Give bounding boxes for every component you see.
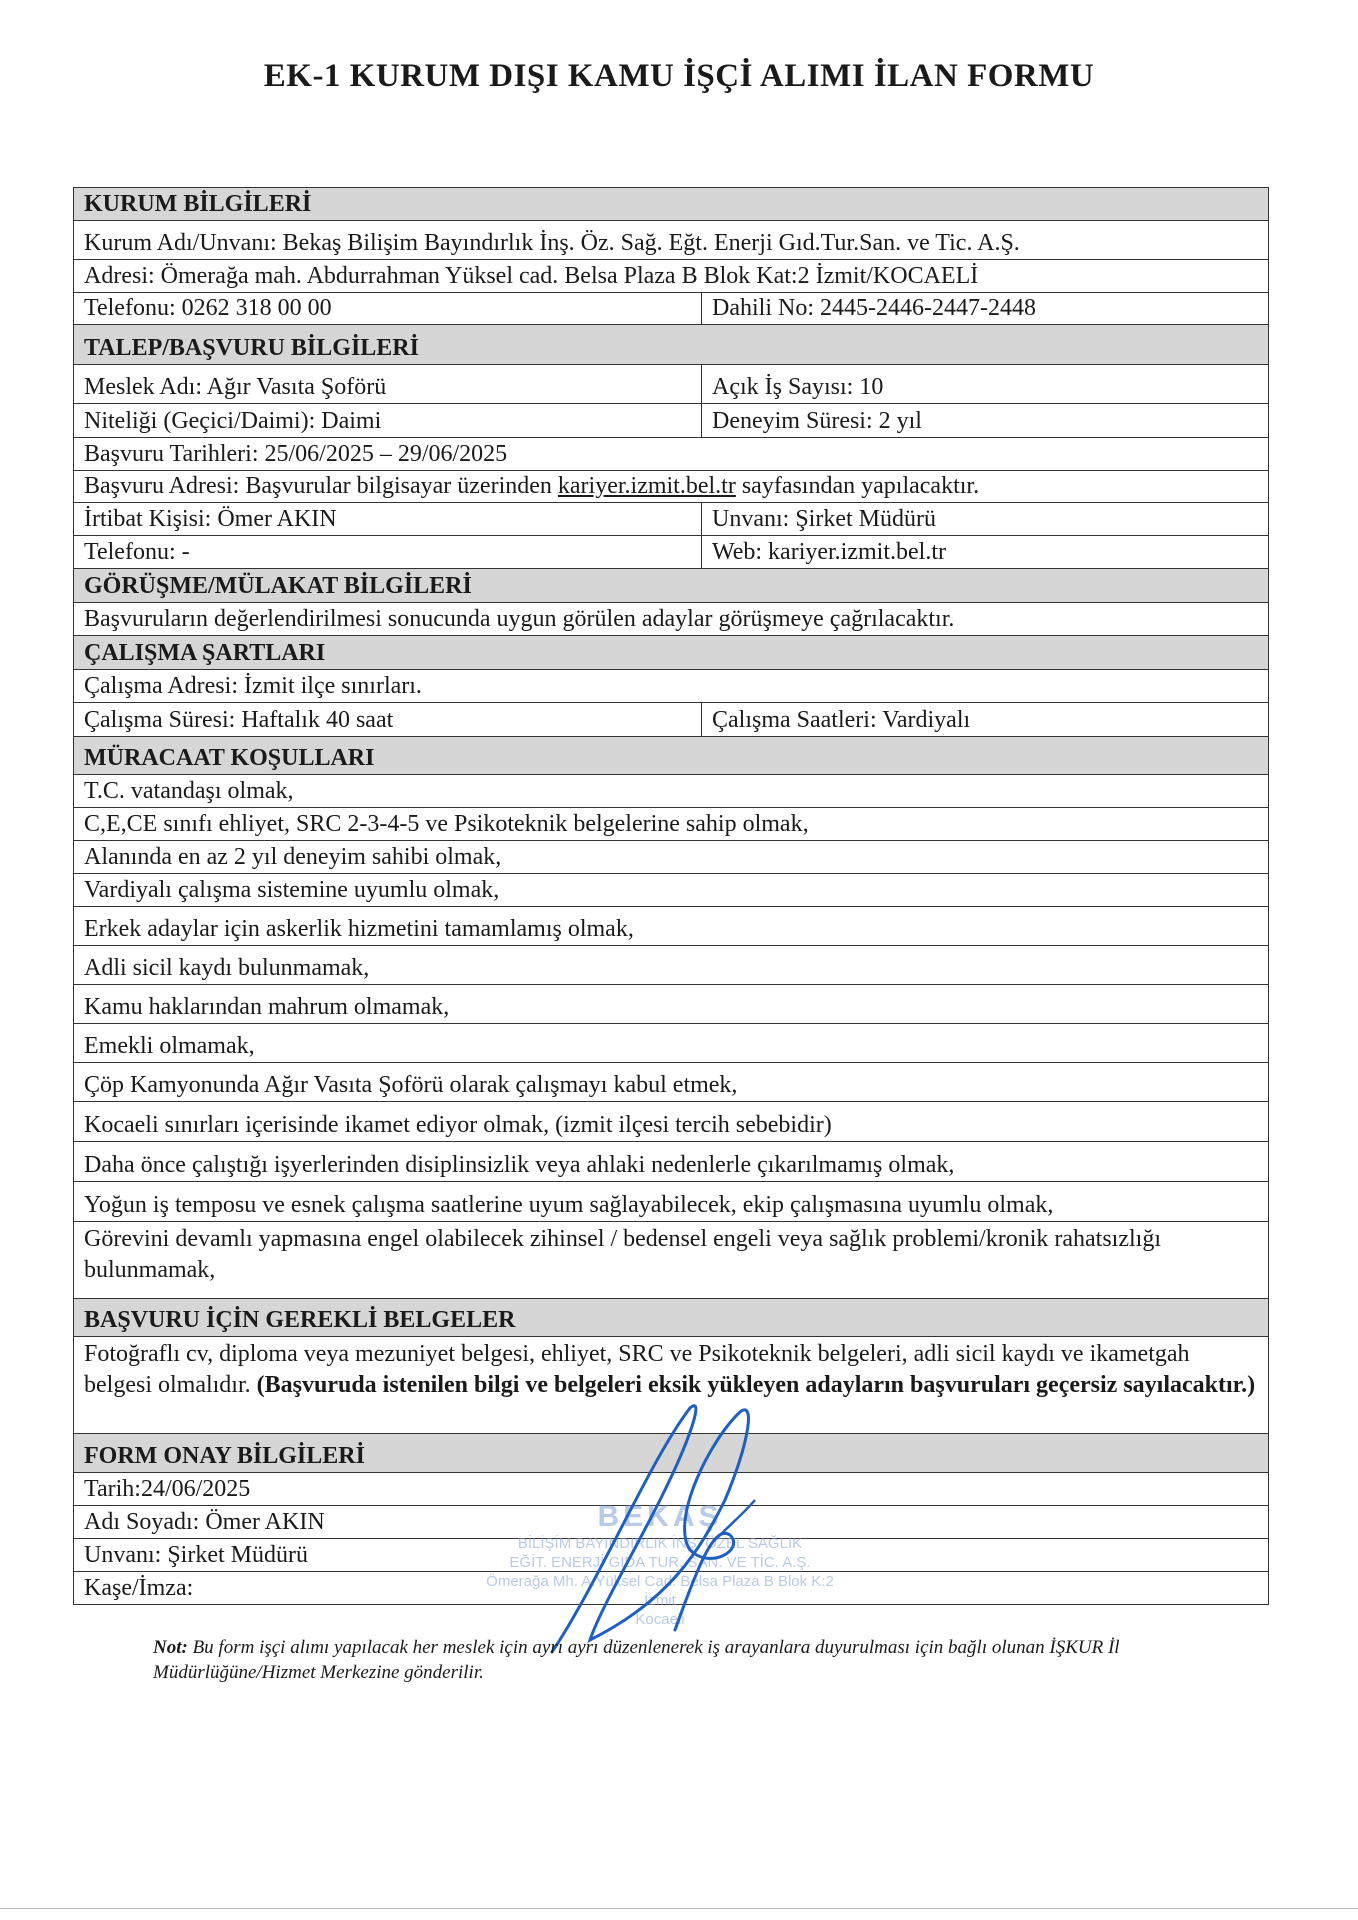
announcement-form-table	[73, 187, 1269, 1605]
stamp-logo: BEKAŞ	[597, 1500, 723, 1533]
section-title: GÖRÜŞME/MÜLAKAT BİLGİLERİ	[84, 573, 472, 599]
field-full: Başvuruların değerlendirilmesi sonucunda uygun görülen adaylar görüşmeye çağrılacaktır.	[84, 606, 955, 632]
field-left: Telefonu: 0262 318 00 00	[74, 293, 702, 324]
form-row	[74, 1142, 1268, 1182]
field-full: T.C. vatandaşı olmak,	[84, 778, 294, 804]
field-text-part: sayfasından yapılacaktır.	[735, 473, 980, 499]
form-row	[74, 808, 1268, 841]
page-title: EK-1 KURUM DIŞI KAMU İŞÇİ ALIMI İLAN FORMU	[263, 58, 1095, 94]
field-full: Adı Soyadı: Ömer AKIN	[84, 1509, 325, 1535]
field-right: Dahili No: 2445-2446-2447-2448	[712, 295, 1036, 321]
field-text-part: Başvuru Adresi: Başvurular bilgisayar üzerinden	[84, 473, 558, 499]
form-row	[74, 841, 1268, 874]
section-title: KURUM BİLGİLERİ	[84, 191, 312, 217]
field-right: Çalışma Saatleri: Vardiyalı	[712, 707, 971, 733]
form-row	[74, 703, 1268, 737]
form-row	[74, 1337, 1268, 1434]
form-row	[74, 221, 1268, 260]
form-row	[74, 1102, 1268, 1142]
form-row	[74, 260, 1268, 293]
field-full: Kamu haklarından mahrum olmamak,	[84, 994, 450, 1020]
field-left: Meslek Adı: Ağır Vasıta Şoförü	[74, 365, 702, 403]
field-left: Niteliği (Geçici/Daimi): Daimi	[74, 404, 702, 437]
field-full	[74, 471, 1268, 502]
form-row	[74, 365, 1268, 404]
field-full: Çöp Kamyonunda Ağır Vasıta Şoförü olarak çalışmayı kabul etmek,	[84, 1072, 738, 1098]
field-full: Vardiyalı çalışma sistemine uyumlu olmak,	[84, 877, 500, 903]
field-full: Başvuru Tarihleri: 25/06/2025 – 29/06/2025	[84, 441, 508, 467]
section-header	[74, 636, 1268, 670]
section-header	[74, 569, 1268, 603]
section-header	[74, 188, 1268, 221]
field-full: Unvanı: Şirket Müdürü	[84, 1542, 308, 1568]
section-title: FORM ONAY BİLGİLERİ	[84, 1443, 365, 1469]
note-label: Not:	[153, 1637, 188, 1658]
field-full: Yoğun iş temposu ve esnek çalışma saatlerine uyum sağlayabilecek, ekip çalışmasına uyumlu olmak,	[84, 1192, 1054, 1218]
form-row	[74, 1222, 1268, 1299]
form-row	[74, 907, 1268, 946]
field-left: İrtibat Kişisi: Ömer AKIN	[74, 503, 702, 535]
form-row	[74, 1063, 1268, 1102]
section-header	[74, 325, 1268, 365]
field-full: Tarih:24/06/2025	[84, 1476, 251, 1502]
field-full: C,E,CE sınıfı ehliyet, SRC 2-3-4-5 ve Psikoteknik belgelerine sahip olmak,	[84, 811, 809, 837]
field-full: Kaşe/İmza:	[84, 1575, 194, 1601]
field-left: Çalışma Süresi: Haftalık 40 saat	[74, 703, 702, 736]
warning-text: (Başvuruda istenilen bilgi ve belgeleri eksik yükleyen adayların başvuruları geçersiz sayılacaktır.)	[256, 1372, 1256, 1398]
field-full: Adresi: Ömerağa mah. Abdurrahman Yüksel cad. Belsa Plaza B Blok Kat:2 İzmit/KOCAELİ	[84, 263, 979, 289]
field-full: Erkek adaylar için askerlik hizmetini tamamlamış olmak,	[84, 916, 634, 942]
section-title: TALEP/BAŞVURU BİLGİLERİ	[84, 335, 419, 361]
field-full: Kurum Adı/Unvanı: Bekaş Bilişim Bayındırlık İnş. Öz. Sağ. Eğt. Enerji Gıd.Tur.San. ve Tic. A.Ş.	[84, 230, 1020, 256]
form-row	[74, 471, 1268, 503]
field-left: Telefonu: -	[74, 536, 702, 568]
form-row	[74, 1506, 1268, 1539]
field-full: Emekli olmamak,	[84, 1033, 255, 1059]
application-link[interactable]: kariyer.izmit.bel.tr	[557, 473, 736, 499]
form-row	[74, 670, 1268, 703]
section-title: BAŞVURU İÇİN GEREKLİ BELGELER	[84, 1307, 516, 1333]
form-row	[74, 1182, 1268, 1222]
field-right: Deneyim Süresi: 2 yıl	[712, 408, 922, 434]
form-row	[74, 603, 1268, 636]
form-row	[74, 1473, 1268, 1506]
field-right: Web: kariyer.izmit.bel.tr	[712, 539, 946, 565]
form-row	[74, 536, 1268, 569]
form-row	[74, 438, 1268, 471]
form-row	[74, 985, 1268, 1024]
section-header	[74, 737, 1268, 775]
form-row	[74, 404, 1268, 438]
section-header	[74, 1299, 1268, 1337]
field-full: Adli sicil kaydı bulunmamak,	[84, 955, 370, 981]
form-row	[74, 775, 1268, 808]
form-row	[74, 503, 1268, 536]
page-bottom-edge	[0, 1908, 1358, 1909]
field-full: Daha önce çalıştığı işyerlerinden disiplinsizlik veya ahlaki nedenlerle çıkarılmamış olmak,	[84, 1152, 955, 1178]
form-row	[74, 293, 1268, 325]
section-title: MÜRACAAT KOŞULLARI	[84, 745, 375, 771]
stamp-lines: BİLİŞİM BAYINDIRLIK İNŞ. ÖZEL SAĞLIK EĞİT. ENERJİ GIDA TUR. SAN. VE TİC. A.Ş. Ömerağa Mh. A.Yüksel Cad. Belsa Plaza B Blok K:2 İzmit Kocaeli	[486, 1535, 834, 1628]
form-row	[74, 1572, 1268, 1605]
field-full: Görevini devamlı yapmasına engel olabilecek zihinsel / bedensel engeli veya sağlık problemi/kronik rahatsızlığı bulunmamak,	[84, 1226, 1161, 1283]
field-text-part: Fotoğraflı cv, diploma veya mezuniyet belgesi, ehliyet, SRC ve Psikoteknik belgeleri, adli sicil kaydı ve ikametgah belgesi olmalıdır.	[84, 1341, 1190, 1398]
field-full	[74, 1337, 1268, 1433]
field-full: Çalışma Adresi: İzmit ilçe sınırları.	[84, 673, 422, 699]
form-row	[74, 1539, 1268, 1572]
field-text	[84, 1339, 1258, 1401]
note-text: Bu form işçi alımı yapılacak her meslek için ayrı ayrı düzenlenerek iş arayanlara duyurulması için bağlı olunan İŞKUR İl Müdürlüğüne/Hizmet Merkezine gönderilir.	[153, 1637, 1120, 1683]
form-row	[74, 946, 1268, 985]
form-row	[74, 1024, 1268, 1063]
field-right: Açık İş Sayısı: 10	[712, 374, 884, 400]
footnote	[153, 1635, 1213, 1685]
field-right: Unvanı: Şirket Müdürü	[712, 506, 936, 532]
field-full: Alanında en az 2 yıl deneyim sahibi olmak,	[84, 844, 502, 870]
form-row	[74, 874, 1268, 907]
field-text	[84, 471, 979, 502]
section-header	[74, 1434, 1268, 1473]
field-full: Kocaeli sınırları içerisinde ikamet ediyor olmak, (izmit ilçesi tercih sebebidir)	[84, 1112, 832, 1138]
section-title: ÇALIŞMA ŞARTLARI	[84, 640, 326, 666]
